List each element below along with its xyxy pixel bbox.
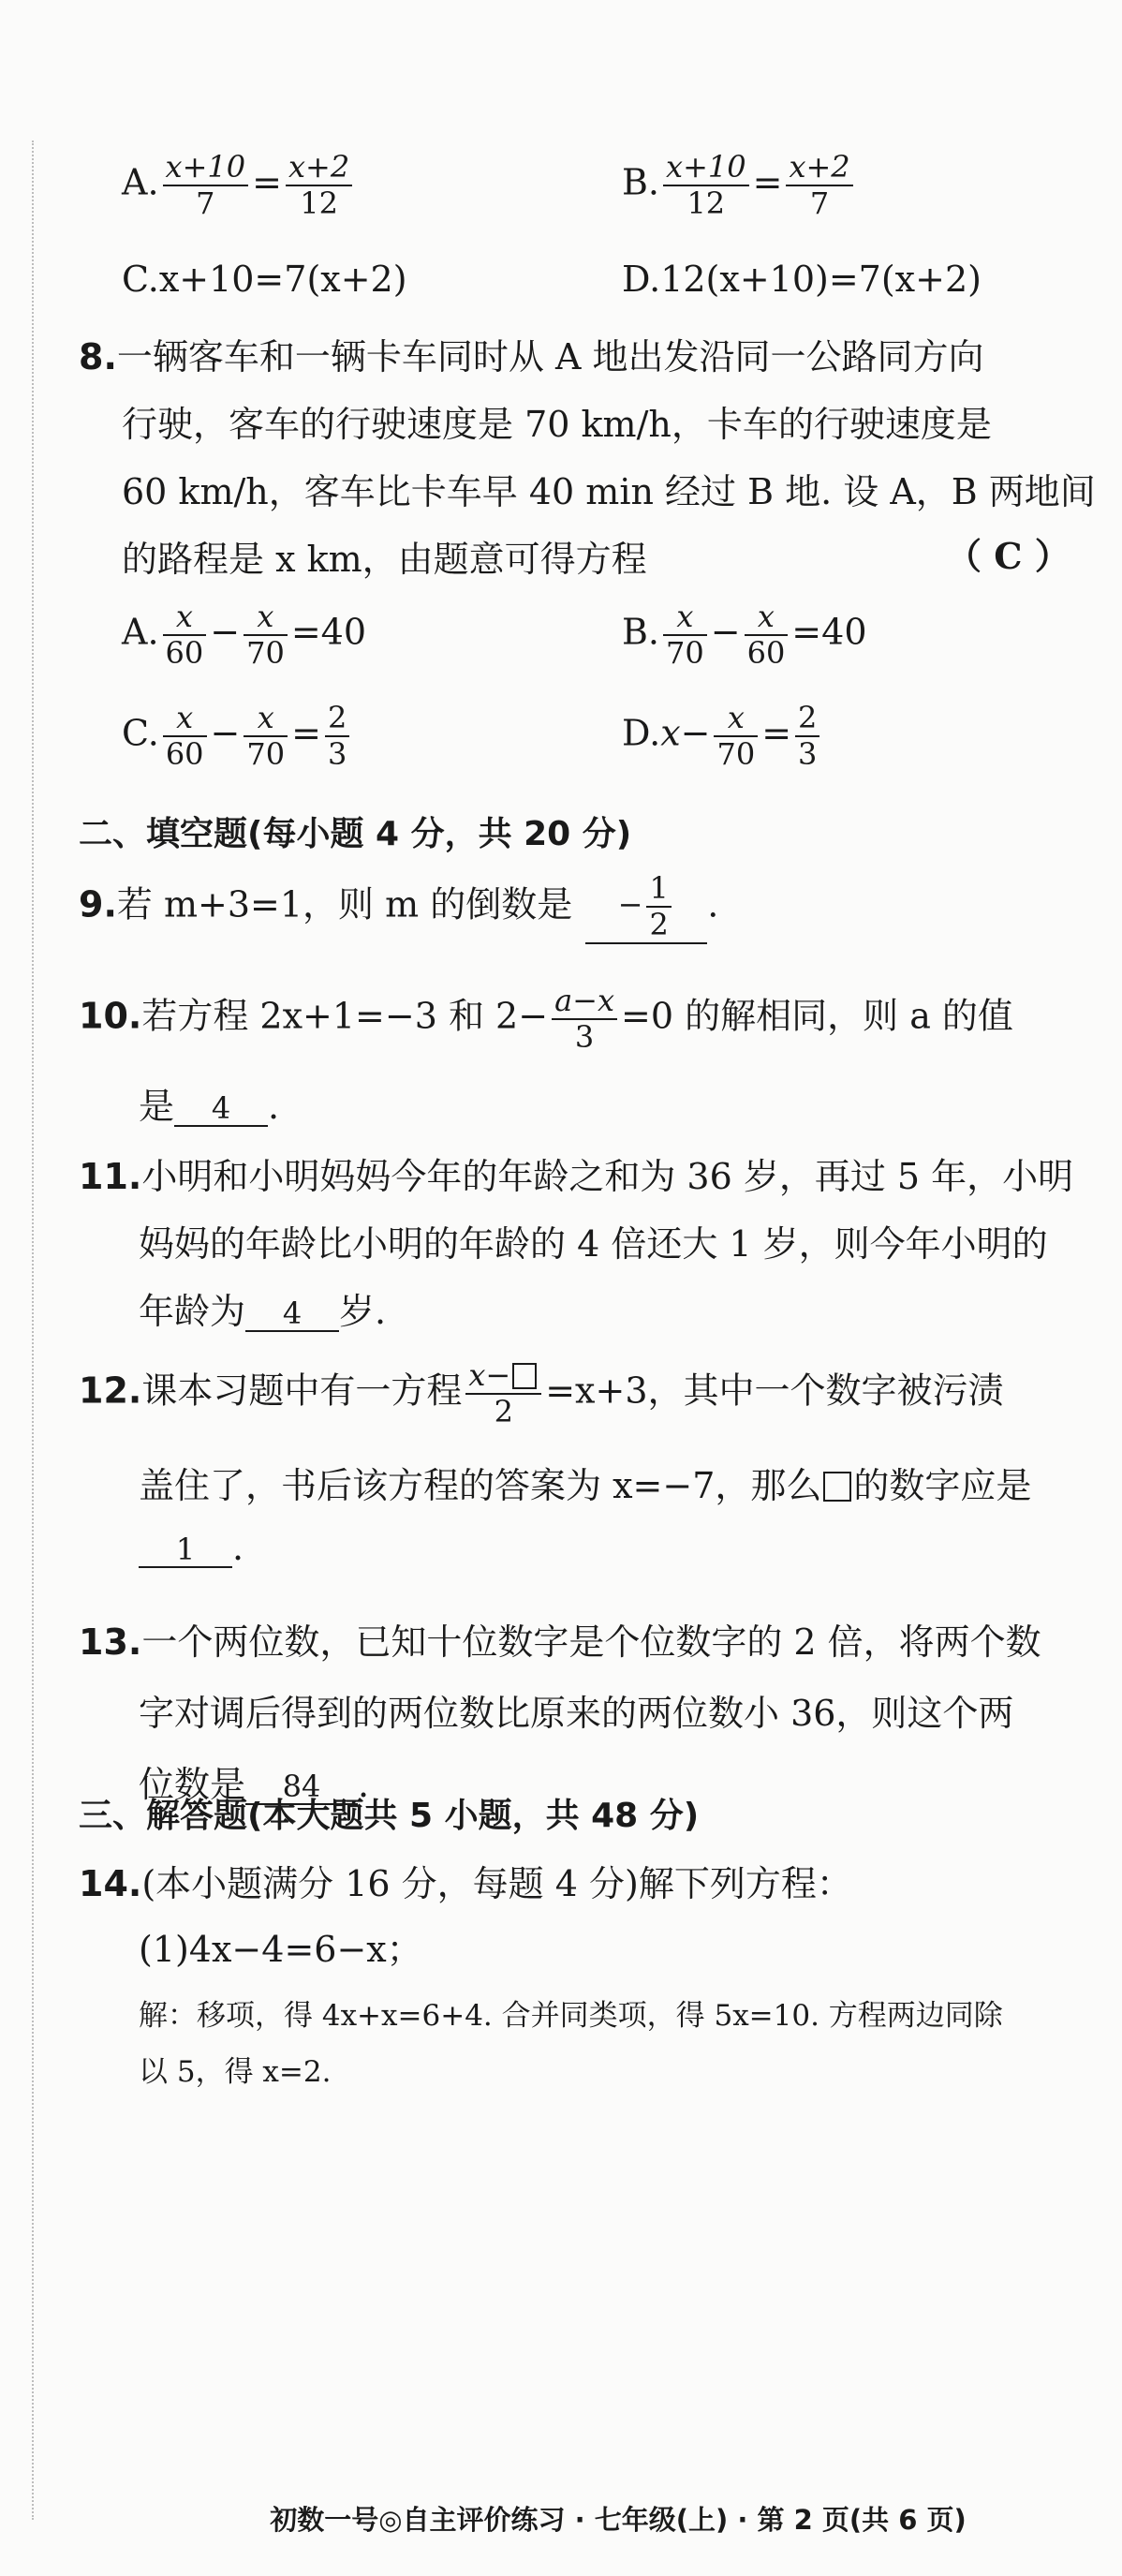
question-text: .	[232, 1527, 244, 1568]
fraction	[325, 701, 349, 772]
equals: =	[291, 712, 321, 754]
question-8	[79, 323, 1096, 593]
question-number: 14.	[79, 1863, 142, 1904]
question-number: 12.	[79, 1369, 142, 1412]
denominator: 2	[494, 1393, 513, 1429]
fraction	[663, 600, 707, 671]
q7-option-d	[622, 259, 982, 300]
numerator: x−	[468, 1357, 511, 1393]
question-text: 的数字应是	[853, 1465, 1032, 1506]
question-11	[79, 1143, 1073, 1345]
rhs: =40	[290, 611, 367, 653]
question-text: 若 m+3=1，则 m 的倒数是	[116, 883, 573, 925]
answer-choice: （ C ）	[946, 535, 1070, 577]
denominator: 3	[574, 1018, 595, 1055]
question-text: .	[707, 883, 719, 925]
smudged-box	[512, 1363, 537, 1389]
question-text: 一辆客车和一辆卡车同时从 A 地出发沿同一公路同方向	[116, 336, 984, 378]
question-text: 课本习题中有一方程	[141, 1369, 463, 1412]
option-label: C.	[122, 259, 159, 300]
question-text: =0 的解相同，则 a 的值	[621, 995, 1013, 1037]
fraction	[552, 984, 617, 1055]
numerator: 2	[325, 701, 349, 737]
fraction	[163, 150, 249, 221]
option-text: x+10=7(x+2)	[158, 259, 407, 300]
binding-margin-line	[32, 141, 34, 2520]
fraction	[786, 150, 852, 221]
numerator: x+10	[163, 150, 249, 186]
answer-blank	[585, 871, 707, 944]
fraction	[244, 701, 288, 772]
numerator: x+2	[286, 150, 352, 186]
option-label: B.	[622, 161, 660, 203]
denominator: 3	[798, 735, 818, 772]
fraction	[714, 701, 758, 772]
option-label: A.	[122, 611, 159, 653]
operator: −	[710, 611, 741, 653]
denominator: 12	[686, 185, 726, 221]
question-13	[79, 1606, 1041, 1820]
solution-text	[139, 1988, 1003, 2100]
question-number: 10.	[79, 995, 142, 1037]
operator: −	[210, 611, 241, 653]
question-12-line2	[139, 1457, 1031, 1508]
rhs: =40	[791, 611, 867, 653]
question-12-line3	[139, 1527, 244, 1568]
q7-option-c	[122, 259, 407, 300]
question-text: 妈妈的年龄比小明的年龄的 4 倍还大 1 岁，则今年小明的	[139, 1223, 1048, 1265]
denominator: 70	[666, 634, 704, 671]
question-text: 一个两位数，已知十位数字是个位数字的 2 倍，将两个数	[141, 1621, 1041, 1663]
fraction	[663, 150, 749, 221]
question-text: 盖住了，书后该方程的答案为 x=−7，那么	[139, 1465, 822, 1506]
fraction	[244, 600, 288, 671]
option-label: B.	[622, 611, 660, 653]
smudged-box	[823, 1472, 851, 1502]
denominator: 60	[746, 634, 786, 671]
question-number: 11.	[79, 1156, 142, 1197]
numerator: x	[163, 600, 207, 636]
answer-blank: 4	[174, 1092, 268, 1127]
question-9	[79, 871, 718, 944]
section-heading: 二、填空题(每小题 4 分，共 20 分)	[79, 815, 632, 853]
denominator: 70	[246, 634, 285, 671]
question-14	[79, 1855, 852, 1906]
q7-option-a	[122, 150, 356, 221]
option-text: 12(x+10)=7(x+2)	[660, 259, 982, 300]
numerator: x	[244, 701, 288, 737]
numerator: x	[244, 600, 288, 636]
question-text: (本小题满分 16 分，每题 4 分)解下列方程：	[141, 1863, 852, 1904]
q8-option-d	[622, 701, 823, 772]
denominator: 12	[300, 185, 338, 221]
solution-line: 解：移项，得 4x+x=6+4. 合并同类项，得 5x=10. 方程两边同除	[139, 1999, 1003, 2033]
denominator: 60	[165, 634, 204, 671]
question-text: 是	[139, 1086, 175, 1127]
equals: =	[252, 161, 282, 203]
numerator: x	[663, 600, 707, 636]
fraction	[745, 600, 789, 671]
option-label: D.	[622, 259, 661, 300]
denominator: 7	[809, 185, 830, 221]
option-text: x−	[660, 712, 711, 754]
fraction	[646, 871, 671, 942]
denominator: 70	[246, 735, 286, 772]
denominator: 7	[196, 185, 215, 221]
option-label: D.	[622, 712, 661, 754]
q8-option-a	[122, 600, 366, 671]
answer-blank: 4	[245, 1297, 339, 1332]
numerator: x	[714, 701, 758, 737]
numerator: x+2	[786, 150, 852, 186]
numerator: x	[163, 701, 207, 737]
denominator: 3	[327, 735, 347, 772]
question-number: 13.	[79, 1621, 142, 1663]
question-text: 岁.	[339, 1291, 387, 1332]
option-label: A.	[122, 161, 159, 203]
question-text: 小明和小明妈妈今年的年龄之和为 36 岁，再过 5 年，小明	[141, 1156, 1074, 1197]
fraction	[163, 600, 207, 671]
q8-option-b	[622, 600, 867, 671]
section-heading: 三、解答题(本大题共 5 小题，共 48 分)	[79, 1797, 700, 1835]
question-text: 60 km/h，客车比卡车早 40 min 经过 B 地. 设 A，B 两地间	[122, 471, 1096, 512]
question-text: =x+3，其中一个数字被污渍	[545, 1369, 1004, 1412]
numerator: x+10	[663, 150, 749, 186]
numerator: a−x	[552, 984, 617, 1020]
question-text: 的路程是 x km，由题意可得方程	[122, 539, 647, 580]
numerator: 2	[795, 701, 819, 737]
question-10	[79, 984, 1013, 1055]
question-text: .	[358, 1764, 370, 1805]
answer-sign: −	[617, 886, 643, 923]
equals: =	[752, 161, 783, 203]
fraction	[465, 1358, 541, 1429]
page-footer: 初数一号◎自主评价练习 · 七年级(上) · 第 2 页(共 6 页)	[270, 2504, 967, 2536]
denominator: 2	[649, 906, 669, 942]
question-text: 年龄为	[139, 1291, 246, 1332]
fraction	[795, 701, 819, 772]
denominator: 70	[716, 735, 756, 772]
question-number: 9.	[79, 883, 117, 925]
question-text: 行驶，客车的行驶速度是 70 km/h，卡车的行驶速度是	[122, 404, 992, 445]
q7-option-b	[622, 150, 857, 221]
equals: =	[761, 712, 792, 754]
operator: −	[210, 712, 241, 754]
question-10-line2	[139, 1077, 279, 1129]
question-text: 若方程 2x+1=−3 和 2−	[141, 995, 549, 1037]
answer-blank: 84	[245, 1770, 358, 1805]
fraction	[286, 150, 352, 221]
numerator: x	[745, 600, 789, 636]
question-text: 位数是	[139, 1764, 246, 1805]
fraction	[163, 701, 207, 772]
numerator: 1	[646, 871, 671, 908]
question-text: 字对调后得到的两位数比原来的两位数小 36，则这个两	[139, 1693, 1014, 1734]
question-text: .	[268, 1086, 280, 1127]
sub-question: (1)4x−4=6−x；	[139, 1929, 422, 1970]
q8-option-c	[122, 701, 353, 772]
solution-line: 以 5，得 x=2.	[139, 2055, 332, 2089]
denominator: 60	[165, 735, 204, 772]
answer-blank: 1	[139, 1533, 232, 1568]
question-12	[79, 1358, 1004, 1429]
option-label: C.	[122, 712, 159, 754]
question-number: 8.	[79, 336, 117, 378]
